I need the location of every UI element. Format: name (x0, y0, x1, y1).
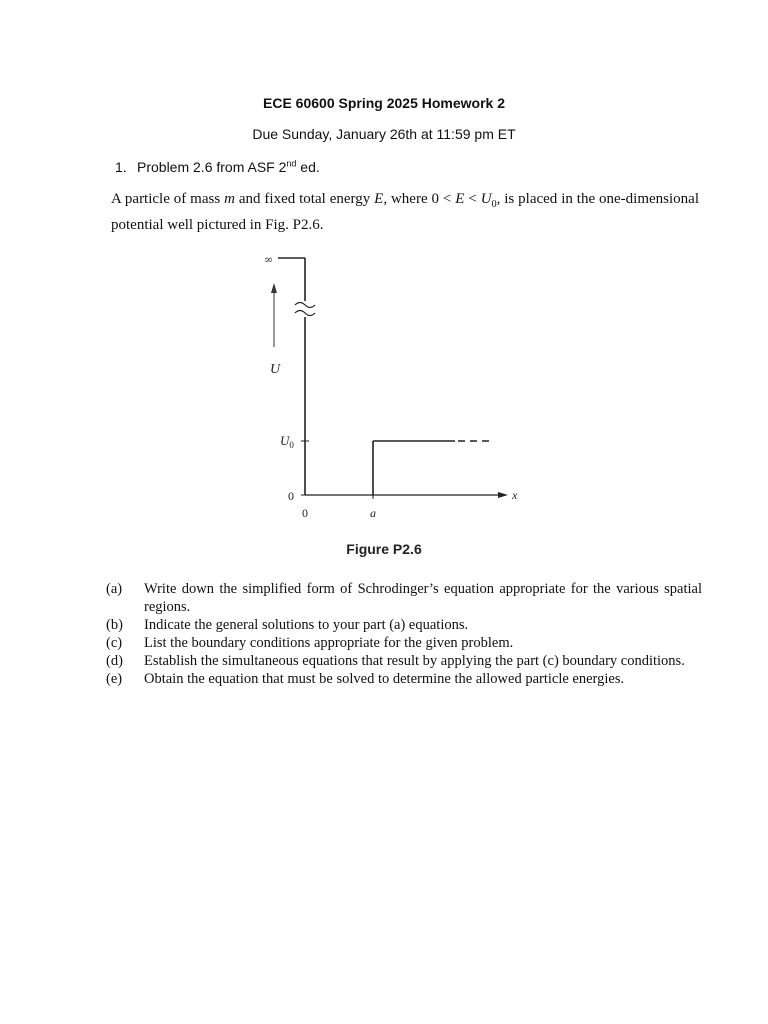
problem-reference: Problem 2.6 from ASF 2nd ed. (137, 158, 320, 175)
sub-question-e: (e) Obtain the equation that must be solved to determine the allowed particle energies. (106, 671, 625, 687)
document-title: ECE 60600 Spring 2025 Homework 2 (263, 95, 505, 111)
axis-break-squiggle (295, 303, 315, 316)
problem-heading (115, 158, 320, 175)
problem-number: 1. (115, 158, 127, 175)
sub-question-b: (b) Indicate the general solutions to your part (a) equations. (106, 617, 469, 633)
u0-label: $U_0$ (280, 433, 294, 450)
x-axis-arrowhead (498, 492, 508, 498)
x-a-label: a (370, 506, 376, 520)
x-zero-label: 0 (302, 506, 308, 520)
due-date-line: Due Sunday, January 26th at 11:59 pm ET (252, 126, 516, 142)
sub-question-list (106, 580, 702, 688)
u-axis-label: U (270, 362, 281, 377)
sub-question-a: (a) Write down the simplified form of Schrodinger’s equation appropriate for the various spatial regions. (106, 581, 702, 615)
u-axis-arrowhead (271, 283, 277, 293)
infinity-label: ∞ (264, 253, 274, 266)
y-zero-label: 0 (288, 489, 294, 503)
potential-well-figure (250, 245, 518, 530)
problem-statement: A particle of mass m and fixed total energy E, where $0 < E < U_0$, is placed in the one-dimensional potential well pictured in Fig. P2.6. (111, 191, 699, 233)
x-axis-label: x (512, 488, 518, 502)
sub-question-d: (d) Establish the simultaneous equations that result by applying the part (c) boundary conditions. (106, 653, 685, 669)
figure-caption: Figure P2.6 (346, 541, 422, 557)
sub-question-c: (c) List the boundary conditions appropriate for the given problem. (106, 635, 514, 651)
